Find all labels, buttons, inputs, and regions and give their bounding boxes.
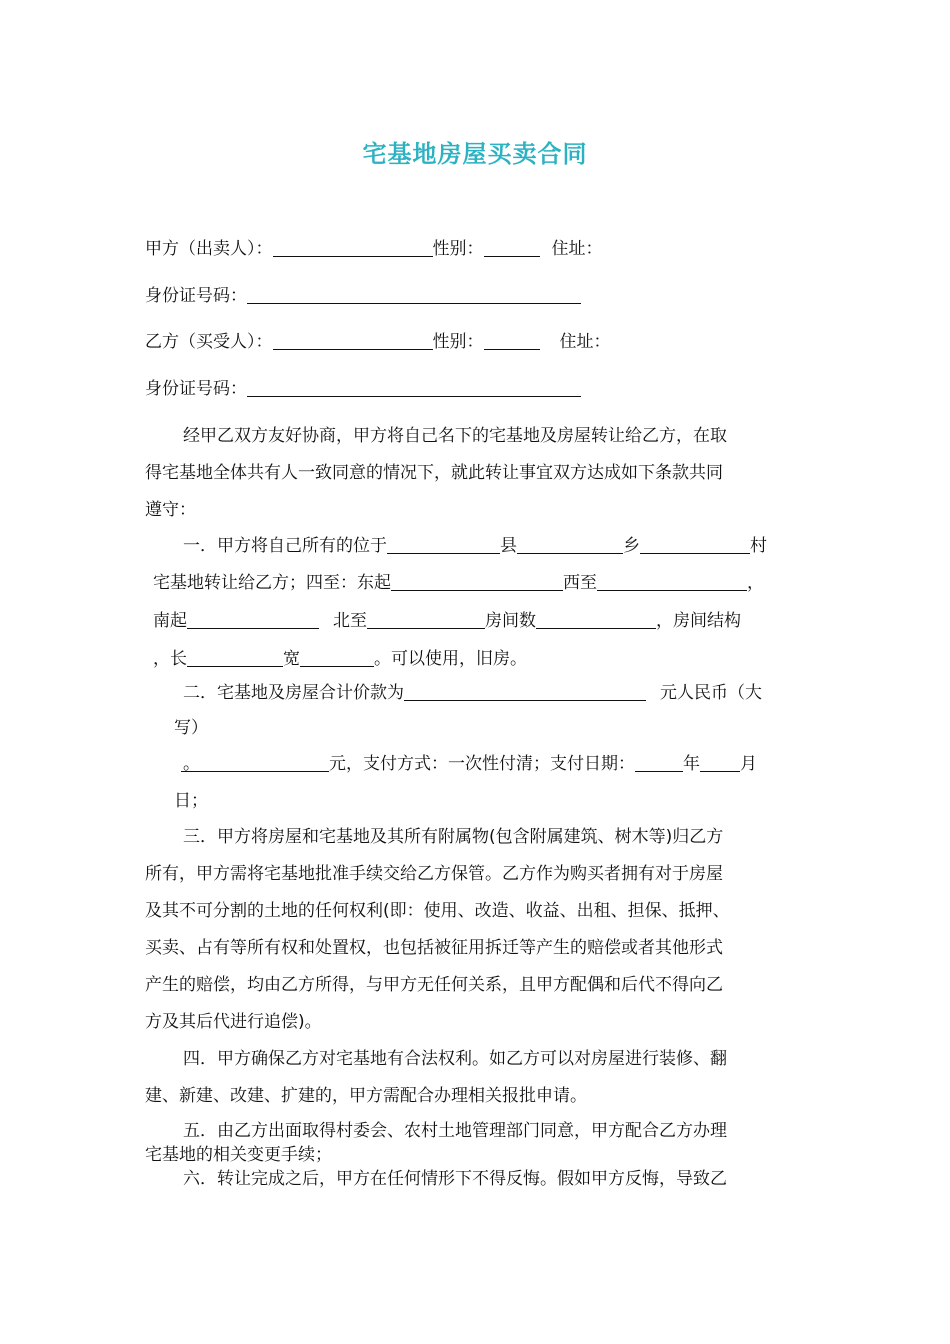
payment-text: 元，支付方式：一次性付清；支付日期：	[329, 754, 635, 774]
intro-line: 得宅基地全体共有人一致同意的情况下，就此转让事宜双方达成如下条款共同	[145, 463, 723, 483]
clause1-text: 一．甲方将自己所有的位于	[183, 536, 387, 556]
clause4-line: 四．甲方确保乙方对宅基地有合法权利。如乙方可以对房屋进行装修、翻	[183, 1049, 727, 1069]
clause2-text: 二．宅基地及房屋合计价款为	[183, 683, 404, 703]
north-label: 北至	[333, 611, 367, 631]
party-a-line	[145, 238, 603, 260]
clause3-line: 所有，甲方需将宅基地批准手续交给乙方保管。乙方作为购买者拥有对于房屋	[145, 864, 723, 884]
address-label: 住址：	[559, 332, 611, 352]
clause2-day: 日；	[174, 791, 208, 811]
south-label: 南起	[153, 611, 187, 631]
party-b-name-blank[interactable]	[273, 331, 433, 350]
clause2-line	[183, 682, 762, 704]
clause3-line: 及其不可分割的土地的任何权利(即：使用、改造、收益、出租、担保、抵押、	[145, 901, 730, 921]
dot: 。	[183, 754, 200, 774]
width-blank[interactable]	[300, 648, 374, 667]
clause1-tail: 。可以使用，旧房。	[374, 649, 527, 669]
length-blank[interactable]	[187, 648, 283, 667]
month-label: 月	[740, 754, 757, 774]
party-b-line	[145, 331, 611, 353]
location-blank[interactable]	[387, 535, 500, 554]
clause2-xie: 写）	[174, 718, 208, 738]
party-a-label: 甲方（出卖人）：	[145, 239, 273, 259]
id-label: 身份证号码：	[145, 286, 247, 306]
address-label: 住址：	[551, 239, 603, 259]
year-blank[interactable]	[635, 753, 683, 772]
south-blank[interactable]	[187, 610, 319, 629]
width-label: 宽	[283, 649, 300, 669]
party-a-gender-blank[interactable]	[484, 238, 540, 257]
clause4-line: 建、新建、改建、扩建的，甲方需配合办理相关报批申请。	[145, 1086, 587, 1106]
county-label: 县	[500, 536, 517, 556]
clause1-line	[153, 610, 741, 632]
county-blank[interactable]	[517, 535, 623, 554]
clause2-line	[181, 753, 757, 775]
township-blank[interactable]	[640, 535, 750, 554]
clause1-line	[153, 572, 764, 594]
rooms-blank[interactable]	[536, 610, 656, 629]
party-b-label: 乙方（买受人）：	[145, 332, 273, 352]
west-blank[interactable]	[597, 572, 747, 591]
east-blank[interactable]	[391, 572, 563, 591]
gender-label: 性别：	[432, 332, 484, 352]
intro-line: 经甲乙双方友好协商，甲方将自己名下的宅基地及房屋转让给乙方，在取	[183, 426, 727, 446]
structure-label: ，房间结构	[656, 611, 741, 631]
party-b-gender-blank[interactable]	[484, 331, 540, 350]
month-blank[interactable]	[700, 753, 740, 772]
clause3-line: 方及其后代进行追偿)。	[145, 1012, 322, 1032]
township-label: 乡	[623, 536, 640, 556]
clause1-text: 宅基地转让给乙方；四至：东起	[153, 573, 391, 593]
intro-line: 遵守：	[145, 500, 196, 520]
length-label: ，长	[153, 649, 187, 669]
village-label: 村	[750, 536, 767, 556]
comma: ，	[747, 573, 764, 593]
clause3-line: 三．甲方将房屋和宅基地及其所有附属物(包含附属建筑、树木等)归乙方	[183, 827, 724, 847]
price-blank[interactable]	[404, 682, 646, 701]
clause5-line: 五．由乙方出面取得村委会、农村土地管理部门同意，甲方配合乙方办理	[183, 1121, 727, 1141]
rmb-label: 元人民币（大	[660, 683, 762, 703]
party-b-id-blank[interactable]	[247, 378, 581, 397]
price-capital-blank[interactable]	[181, 753, 329, 772]
west-label: 西至	[563, 573, 597, 593]
party-a-id-line	[145, 285, 581, 307]
rooms-label: 房间数	[485, 611, 536, 631]
party-b-id-line	[145, 378, 581, 400]
clause1-line	[153, 648, 527, 670]
north-blank[interactable]	[367, 610, 485, 629]
gender-label: 性别：	[432, 239, 484, 259]
party-a-id-blank[interactable]	[247, 285, 581, 304]
id-label: 身份证号码：	[145, 379, 247, 399]
page-title: 宅基地房屋买卖合同	[362, 140, 588, 168]
clause3-line: 产生的赔偿，均由乙方所得，与甲方无任何关系，且甲方配偶和后代不得向乙	[145, 975, 723, 995]
clause6-line: 六．转让完成之后，甲方在任何情形下不得反悔。假如甲方反悔，导致乙	[183, 1169, 727, 1189]
party-a-name-blank[interactable]	[273, 238, 433, 257]
clause3-line: 买卖、占有等所有权和处置权，也包括被征用拆迁等产生的赔偿或者其他形式	[145, 938, 723, 958]
year-label: 年	[683, 754, 700, 774]
clause5-line: 宅基地的相关变更手续；	[145, 1145, 332, 1165]
clause1-line	[183, 535, 767, 557]
